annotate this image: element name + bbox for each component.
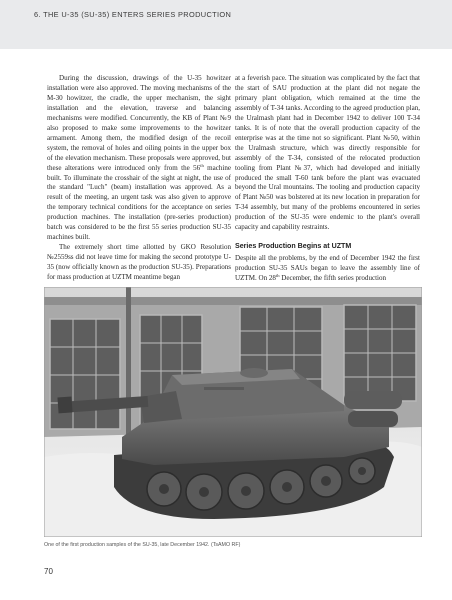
tank-photo-illustration bbox=[44, 287, 422, 537]
photo-caption: One of the first production samples of the SU-35, late December 1942. (TsAMO RF) bbox=[44, 542, 241, 548]
left-paragraph-2: The extremely short time allotted by GKO Resolution №2559ss did not leave time for making the second prototype U-35 (now officially known as the production SU-35). Preparations for mass production at UZTM meantime began bbox=[47, 243, 231, 282]
ordinal-suffix: th bbox=[275, 273, 280, 279]
left-paragraph-1-text: During the discussion, drawings of the U-35 howitzer installation were also approved. The moving mechanisms of the M-30 howitzer, the cradle, the upper mechanism, the sight installation and the elevation, traverse and balancing mechanisms were modified. Concurrently, the KB of Plant №9 also proposed to make some improvements to the howitzer armament. Among them, the modified design of the recoil system, the removal of holes and oiling points in the upper box of the elevation mechanism. These proposals were approved, but these alterations were introduced only from the 56 bbox=[47, 74, 231, 172]
chapter-header-band bbox=[0, 0, 452, 49]
chapter-title: 6. THE U-35 (SU-35) ENTERS SERIES PRODUCTION bbox=[34, 10, 232, 19]
section-heading: Series Production Begins at UZTM bbox=[235, 242, 352, 251]
right-paragraph-2-text: Despite all the problems, by the end of December 1942 the first production SU-35 SAUs began to leave the assembly line of UZTM. On 28 bbox=[235, 254, 420, 283]
page-number: 70 bbox=[44, 567, 53, 576]
left-paragraph-1-tail: machine built. To illuminate the crosshair of the sight at night, the use of the standard "Luch" (beam) installation was approved. As a result of the meeting, an urgent task was also given to approve the temporary technical conditions for the acceptance on series production machines. The installation (pre-series production) batch was considered to be the first 55 series production SU-35 machines built. bbox=[47, 163, 231, 242]
right-paragraph-1: at a feverish pace. The situation was complicated by the fact that the start of SAU production at the plant did not negate the primary plant obligation, which remained at the time the assembly of T-34 tanks. According to the agreed production plan, the Uralmash plant had in December 1942 to deliver 100 T-34 tanks. It is of note that the overall production capacity of the enterprise was at the time not so significant. Plant №50, within the Uralmash structure, which was directly responsible for assembly of the T-34, consisted of the relocated production tooling from Plant №37, which had developed and initially produced the small T-60 tank before the plant was evacuated beyond the Ural mountains. The tooling and production capacity of Plant №50 was bolstered at its new location in preparation for T-34 assembly, but many of the problems encountered in series production of the SU-35 were endemic to the plant's overall capacity and capability restraints. bbox=[235, 74, 420, 232]
right-paragraph-2 bbox=[235, 254, 420, 284]
left-paragraph-1 bbox=[47, 74, 231, 243]
left-text-column bbox=[47, 74, 231, 283]
right-paragraph-2-tail: December, the fifth series production bbox=[279, 274, 387, 283]
ordinal-suffix: th bbox=[200, 162, 204, 168]
right-text-column bbox=[235, 74, 420, 284]
tank-photo bbox=[44, 287, 422, 537]
